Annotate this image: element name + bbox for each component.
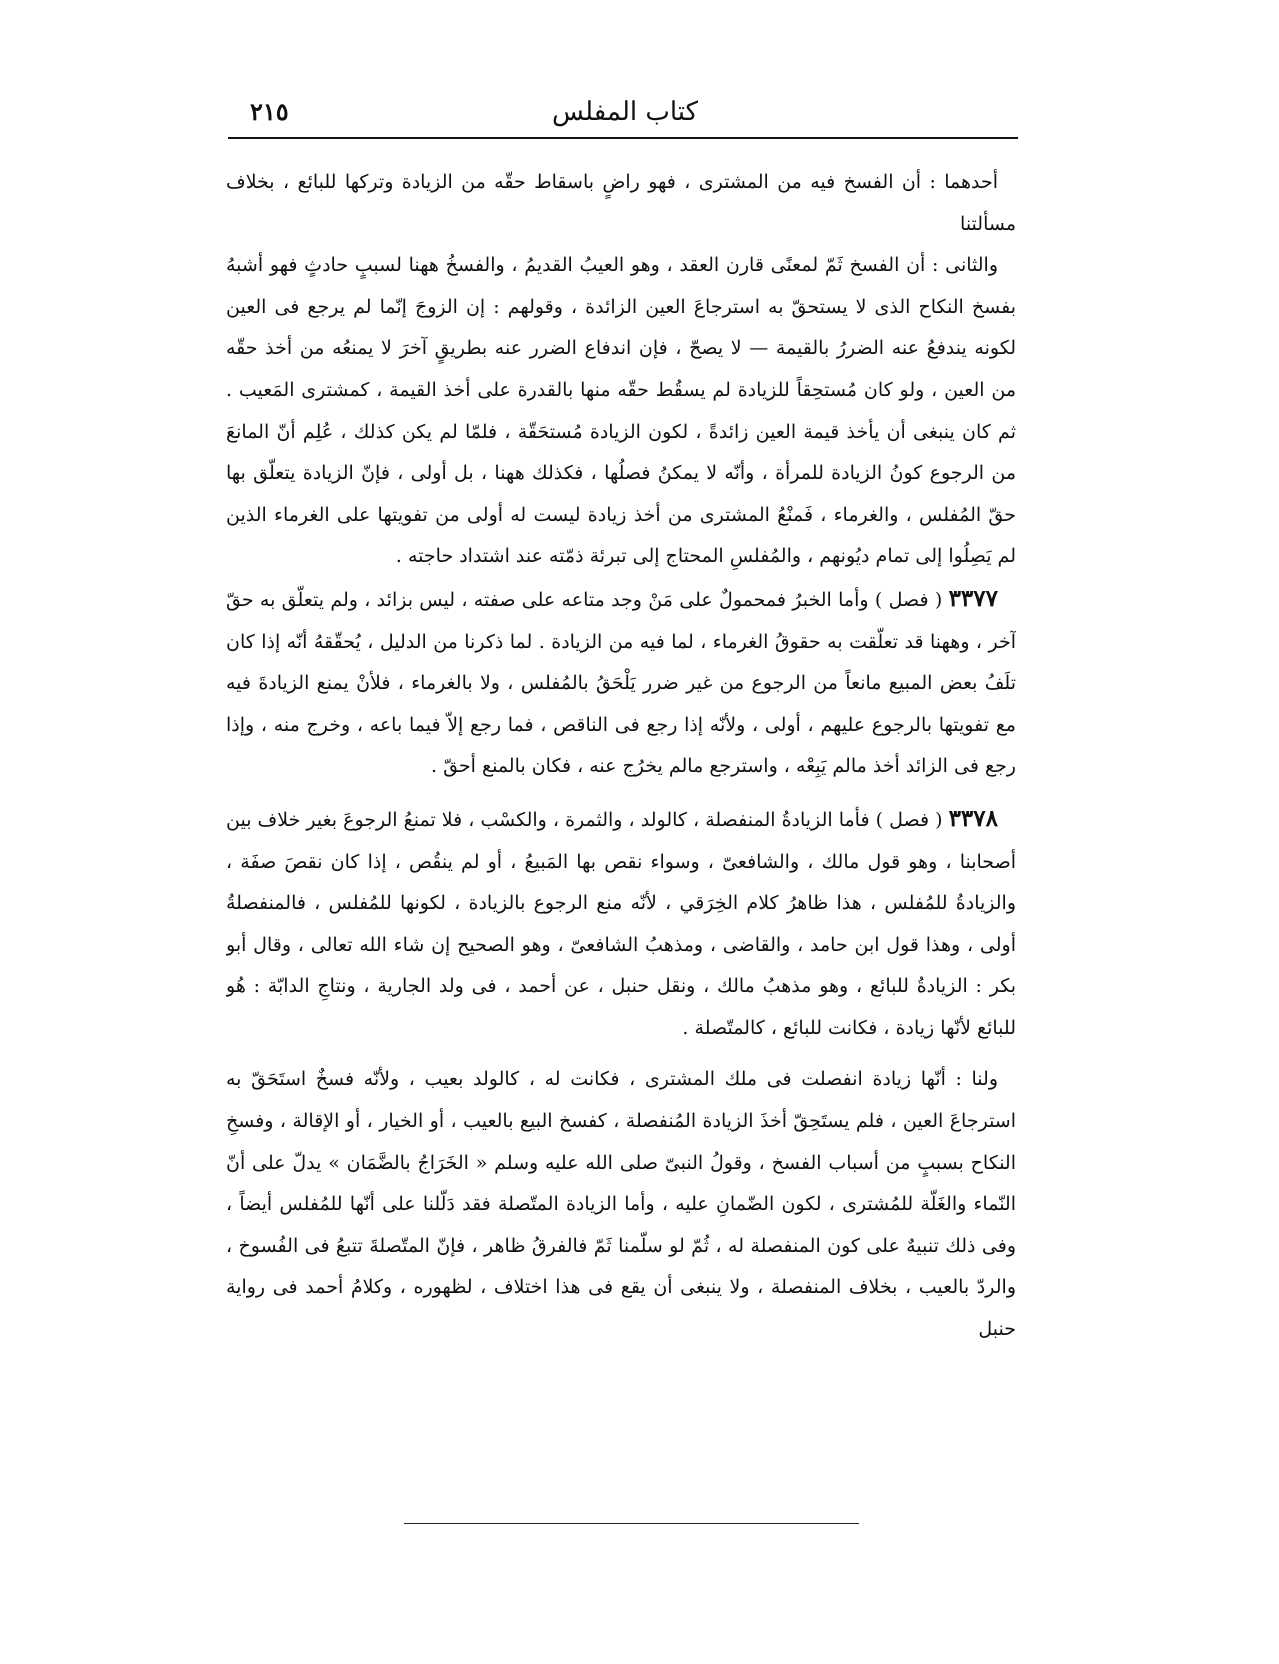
page-header xyxy=(240,92,1010,136)
paragraph-1-text: أحدهما : أن الفسخ فيه من المشترى ، فهو راضٍ باسقاط حقّه من الزيادة وتركها للبائع ، بخلاف مسألتنا xyxy=(226,171,1016,235)
paragraph-3-text: ( فصل ) وأما الخبرُ فمحمولٌ على مَنْ وجد متاعه على صفته ، ليس بزائد ، ولم يتعلّق به حقّ آخر ، وههنا قد تعلّقت به حقوقُ الغرماء ، لما فيه من الزيادة . لما ذكرنا من الدليل ، يُحقّقهُ أنّه إذا كان تلَفُ بعض المبيع مانعاً من الرجوع من غير ضرر يَلْحَقُ بالمُفلس ، ولا بالغرماء ، فلأنْ يمنع الزيادةَ فيه مع تفويتها بالرجوع عليهم ، أولى ، ولأنّه إذا رجع فى الناقص ، فما رجع إلاّ فيما باعه ، وخرج منه ، وإذا رجع فى الزائد أخذ مالم يَبِعْه ، واسترجع مالم يخرُج عنه ، فكان بالمنع أحقّ . xyxy=(226,588,1016,778)
running-title: كتاب المفلس xyxy=(552,97,698,127)
header-rule xyxy=(228,137,1018,139)
page-number: ٢١٥ xyxy=(250,97,289,126)
paragraph-4 xyxy=(226,798,1016,1050)
paragraph-4-text: ( فصل ) فأما الزيادةُ المنفصلة ، كالولد ، والثمرة ، والكسْب ، فلا تمنعُ الرجوعَ بغير خلاف بين أصحابنا ، وهو قول مالك ، والشافعىّ ، وسواء نقص بها المَبيعُ ، أو لم ينقُص ، إذا كان نقصَ صفَة ، والزيادةُ للمُفلس ، هذا ظاهرُ كلام الخِرَقي ، لأنّه منع الرجوع بالزيادة ، لكونها للمُفلس ، فالمنفصلةُ أولى ، وهذا قول ابن حامد ، والقاضى ، ومذهبُ الشافعىّ ، وهو الصحيح إن شاء الله تعالى ، وقال أبو بكر : الزيادةُ للبائع ، وهو مذهبُ مالك ، ونقل حنبل ، عن أحمد ، فى ولد الجارية ، ونتاجِ الدابّة : هُو للبائع لأنّها زيادة ، فكانت للبائع ، كالمتّصلة . xyxy=(226,808,1016,1039)
section-number-3377: ٣٣٧٧ xyxy=(948,584,998,612)
footer-rule xyxy=(404,1523,859,1524)
paragraph-5-text: ولنا : أنّها زيادة انفصلت فى ملك المشترى ، فكانت له ، كالولد بعيب ، ولأنّه فسخٌ استَحَقّ به استرجاعَ العين ، فلم يستَحِقّ أخذَ الزيادة المُنفصلة ، كفسخ البيع بالعيب ، أو الخيار ، أو الإقالة ، وفسخِ النكاح بسببٍ من أسباب الفسخ ، وقولُ النبىّ صلى الله عليه وسلم « الخَرَاجُ بالضَّمَان » يدلّ على أنّ النّماء والغَلّة للمُشترى ، لكون الضّمانِ عليه ، وأما الزيادة المتّصلة فقد دَلّلنا على أنّها للمُفلس أيضاً ، وفى ذلك تنبيهٌ على كون المنفصلة له ، ثُمّ لو سلّمنا ثَمّ فالفرقُ ظاهر ، فإنّ المتّصلةَ تتبعُ فى الفُسوخ ، والردّ بالعيب ، بخلاف المنفصلة ، ولا ينبغى أن يقع فى هذا اختلاف ، لظهوره ، وكلامُ أحمد فى رواية حنبل xyxy=(226,1068,1016,1341)
paragraph-2 xyxy=(226,245,1016,578)
section-number-3378: ٣٣٧٨ xyxy=(948,804,998,832)
body-text xyxy=(226,162,1016,1502)
paragraph-3 xyxy=(226,578,1016,788)
paragraph-5 xyxy=(226,1059,1016,1350)
paragraph-2-text: والثانى : أن الفسخ ثَمّ لمعنًى قارن العقد ، وهو العيبُ القديمُ ، والفسخُ ههنا لسببٍ حادثٍ فهو أشبهُ بفسخ النكاح الذى لا يستحقّ به استرجاعَ العين الزائدة ، وقولهم : إن الزوجَ إنّما لم يرجع فى العين لكونه يندفعُ عنه الضررُ بالقيمة — لا يصحّ ، فإن اندفاع الضرر عنه بطريقٍ آخرَ لا يمنعُه من أخذ حقّه من العين ، ولو كان مُستحِقاً للزيادة لم يسقُط حقّه منها بالقدرة على أخذ القيمة ، كمشترى المَعيب . ثم كان ينبغى أن يأخذ قيمة العين زائدةً ، لكون الزيادة مُستحَقّة ، فلمّا لم يكن كذلك ، عُلِم أنّ المانعَ من الرجوع كونُ الزيادة للمرأة ، وأنّه لا يمكنُ فصلُها ، فكذلك ههنا ، بل أولى ، فإنّ الزيادة يتعلّق بها حقّ المُفلس ، والغرماء ، فَمنْعُ المشترى من أخذ زيادة ليست له أولى من تفويتها على الغرماء الذين لم يَصِلُوا إلى تمام ديُونهم ، والمُفلسِ المحتاج إلى تبرئة ذمّته عند اشتداد حاجته . xyxy=(226,254,1016,568)
paragraph-1 xyxy=(226,162,1016,245)
